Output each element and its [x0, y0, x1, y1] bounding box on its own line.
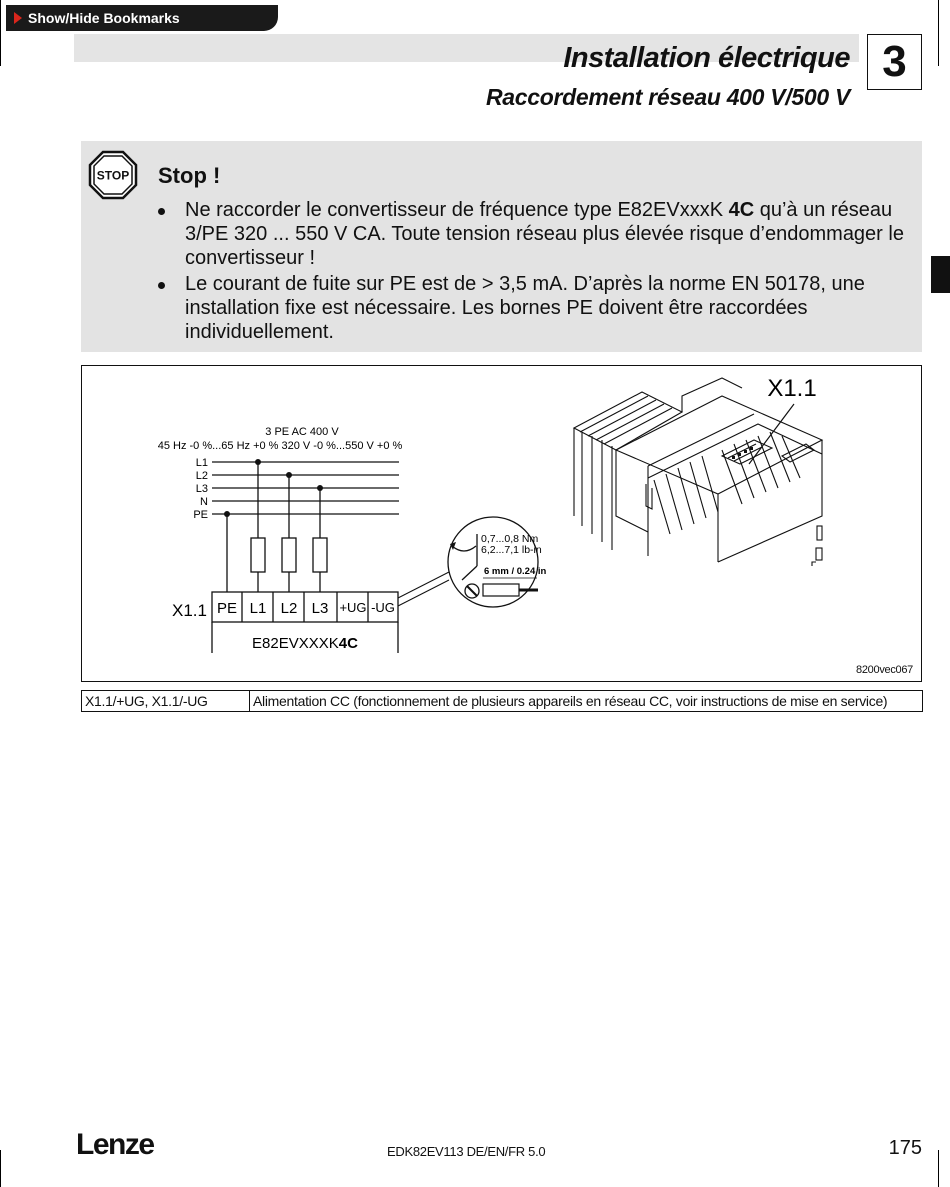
device-type-bold: 4C — [338, 635, 358, 652]
terminal-l1: L1 — [249, 600, 267, 617]
chapter-number: 3 — [867, 34, 922, 90]
bookmarks-label: Show/Hide Bookmarks — [28, 10, 180, 26]
screw-detail — [448, 517, 538, 607]
terminal-l2: L2 — [280, 600, 298, 617]
line-label-l3: L3 — [195, 483, 208, 495]
terminal-l3: L3 — [311, 600, 329, 617]
supply-label-1: 3 PE AC 400 V — [265, 426, 339, 438]
wiring-diagram — [82, 366, 921, 681]
crop-mark — [938, 1150, 939, 1187]
terminal-pe: PE — [216, 600, 238, 617]
document-reference: EDK82EV113 DE/EN/FR 5.0 — [387, 1144, 546, 1159]
table-cell-terminal: X1.1/+UG, X1.1/-UG — [82, 691, 250, 712]
show-hide-bookmarks-button[interactable] — [6, 5, 278, 31]
stop-bullet-1 — [158, 198, 918, 270]
stop-sign-icon — [88, 150, 138, 200]
terminal-drops — [227, 462, 320, 592]
terminal-plus-ug: +UG — [339, 600, 367, 615]
line-label-l1: L1 — [195, 457, 208, 469]
device-callout-label: X1.1 — [767, 375, 817, 402]
bullet-1-text-a: Ne raccorder le convertisseur de fréquence type E82EVxxxK — [185, 199, 729, 221]
table-cell-description: Alimentation CC (fonctionnement de plusieurs appareils en réseau CC, voir instructions de mise en service) — [250, 691, 923, 712]
wiring-diagram-figure — [81, 365, 922, 682]
device-type-prefix: E82EVXXXK — [252, 635, 339, 652]
table-row — [82, 691, 923, 712]
crop-mark — [0, 1150, 1, 1187]
triangle-right-icon — [14, 12, 22, 24]
stop-sign-text: STOP — [96, 168, 130, 183]
terminal-strip-label: X1.1 — [172, 601, 207, 620]
device-callout-line — [749, 404, 794, 464]
fuses — [251, 538, 327, 572]
line-label-pe: PE — [193, 509, 208, 521]
terminal-description-table — [81, 690, 923, 712]
supply-bus-lines — [212, 462, 399, 514]
device-type-label — [252, 635, 358, 652]
strip-length: 6 mm / 0.24 in — [484, 566, 547, 577]
inverter-device-drawing — [574, 378, 822, 566]
crop-mark — [938, 0, 939, 66]
torque-lbin: 6,2...7,1 lb-in — [481, 544, 542, 556]
torque-nm: 0,7...0,8 Nm — [481, 533, 539, 545]
line-label-l2: L2 — [195, 470, 208, 482]
lenze-logo: Lenze — [76, 1128, 154, 1161]
figure-reference: 8200vec067 — [856, 664, 913, 676]
page-subtitle: Raccordement réseau 400 V/500 V — [485, 84, 850, 110]
bullet-1-text-bold: 4C — [728, 199, 755, 221]
bullet-2-text: Le courant de fuite sur PE est de > 3,5 mA. D’après la norme EN 50178, une installation fixe est nécessaire. Les bornes PE doivent être raccordées individuellement. — [185, 273, 865, 343]
bullet-1-text-b: qu’à un réseau 3/PE 320 ... 550 V CA. Toute tension réseau plus élevée risque d’endommager le convertisseur ! — [185, 199, 904, 269]
stop-bullet-2 — [158, 272, 918, 344]
page-number: 175 — [888, 1137, 922, 1159]
line-label-n: N — [200, 496, 208, 508]
crop-mark — [0, 0, 1, 66]
detail-callout-lines — [398, 572, 449, 606]
stop-title: Stop ! — [158, 163, 221, 188]
bullet-dot — [158, 208, 165, 215]
chapter-tab-marker — [931, 256, 950, 293]
supply-label-2: 45 Hz -0 %...65 Hz +0 % 320 V -0 %...550 V +0 % — [157, 440, 403, 452]
terminal-minus-ug: -UG — [371, 600, 395, 615]
page-title: Installation électrique — [563, 42, 850, 74]
bullet-dot — [158, 282, 165, 289]
